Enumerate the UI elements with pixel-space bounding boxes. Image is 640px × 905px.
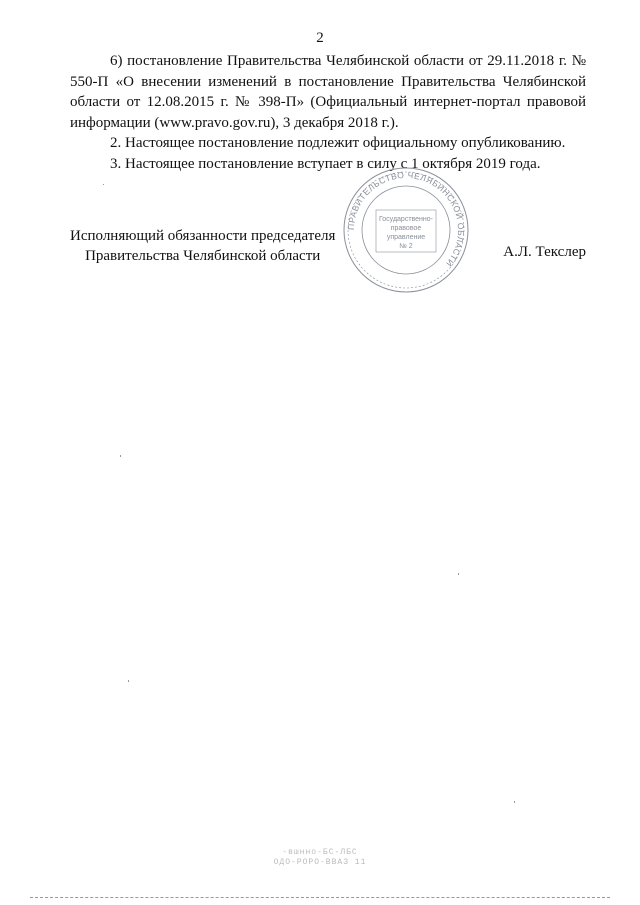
signatory-title-line-2: Правительства Челябинской области xyxy=(85,248,321,264)
seal-center-line-4: № 2 xyxy=(399,243,413,250)
paragraph-publication: 2. Настоящее постановление подлежит официальному опубликованию. xyxy=(110,135,566,151)
seal-center-line-3: управление xyxy=(386,234,426,241)
seal-center-line-1: Государственно- xyxy=(378,216,434,223)
official-seal xyxy=(340,166,472,294)
registration-stamp-line-1: -вшнно-БС-ЛБС xyxy=(282,848,358,857)
signatory-name: А.Л. Текслер xyxy=(503,244,586,260)
page-number: 2 xyxy=(316,30,324,46)
signatory-title xyxy=(70,226,335,266)
scan-speck xyxy=(514,801,515,803)
document-body xyxy=(70,51,586,174)
paragraph-item-6: 6) постановление Правительства Челябинской области от 29.11.2018 г. № 550-П «О внесении изменений в постановление Правительства Челябинской области от 12.08.2015 г. № 398-П» (Официальный интернет-портал правовой информации (www.pravo.gov.ru), 3 декабря 2018 г.). xyxy=(70,53,586,131)
registration-stamp-line-2: ОДО-РОРО-ВВАЗ 11 xyxy=(273,858,367,867)
scan-speck xyxy=(120,455,121,457)
scan-speck xyxy=(458,573,459,575)
scan-speck xyxy=(103,184,104,185)
seal-center-line-2: правовое xyxy=(390,225,422,232)
bottom-rule xyxy=(30,897,610,898)
registration-stamp xyxy=(0,848,640,868)
scan-speck xyxy=(128,680,129,682)
paragraph-effective-date: 3. Настоящее постановление вступает в силу с 1 октября 2019 года. xyxy=(110,155,541,172)
signatory-title-line-1: Исполняющий обязанности председателя xyxy=(70,228,336,244)
seal-ring-text: ПРАВИТЕЛЬСТВО ЧЕЛЯБИНСКОЙ ОБЛАСТИ xyxy=(345,169,467,269)
